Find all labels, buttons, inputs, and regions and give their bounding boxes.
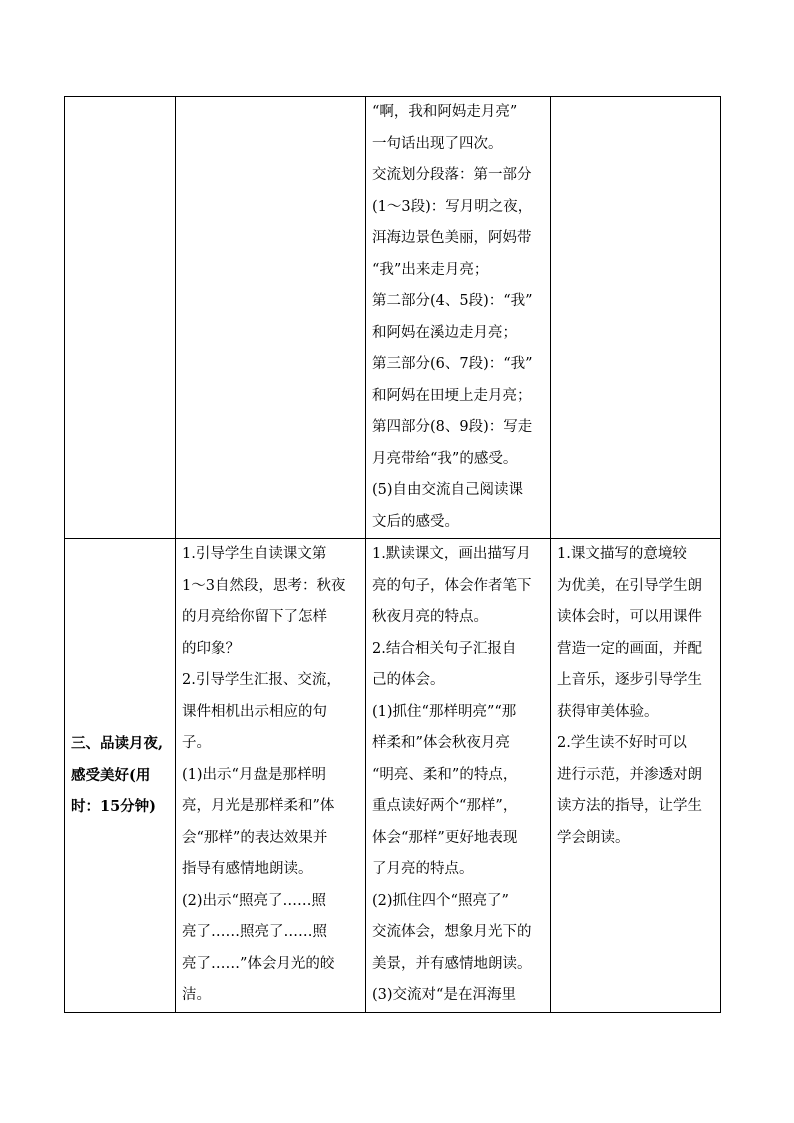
text-line: 的月亮给你留下了怎样	[182, 609, 327, 625]
text-line: 第三部分(6、7段)：“我”	[372, 356, 533, 372]
student-activity-lines	[372, 539, 544, 1012]
text-line: 课件相机出示相应的句	[182, 703, 327, 720]
table-row	[65, 97, 721, 539]
text-line: 营造一定的画面，并配	[557, 640, 702, 657]
text-line: 读体会时，可以用课件	[557, 609, 702, 625]
text-line: (5)自由交流自己阅读课	[372, 482, 524, 498]
text-line: 体会“那样”更好地表现	[372, 829, 518, 846]
text-line: (2)抓住四个“照亮了”	[372, 892, 509, 909]
text-line: 一句话出现了四次。	[372, 135, 503, 152]
text-line: 读方法的指导，让学生	[557, 798, 702, 814]
text-line: 2.引导学生汇报、交流，	[182, 672, 341, 688]
text-line: 美景，并有感情地朗读。	[372, 955, 532, 972]
teacher-activity-cell-empty	[176, 97, 366, 539]
teacher-activity-cell	[176, 539, 366, 1013]
text-line: 月亮带给“我”的感受。	[372, 450, 518, 467]
text-line: 己的体会。	[372, 672, 445, 688]
text-line: 进行示范，并渗透对朗	[557, 766, 702, 783]
text-line: 交流划分段落：第一部分	[372, 167, 532, 183]
student-activity-cell	[366, 539, 551, 1013]
text-line: 为优美，在引导学生朗	[557, 577, 702, 594]
text-line: 样柔和”体会秋夜月亮	[372, 735, 510, 751]
text-line: 和阿妈在溪边走月亮；	[372, 324, 517, 341]
text-line: 学会朗读。	[557, 829, 630, 846]
student-activity-cell	[366, 97, 551, 539]
text-line: 亮了……”体会月光的皎	[182, 955, 335, 972]
text-line: 2.学生读不好时可以	[557, 735, 687, 751]
design-notes-cell	[551, 539, 721, 1013]
lesson-plan-table	[64, 96, 721, 1013]
text-line: 交流体会，想象月光下的	[372, 924, 532, 940]
student-activity-lines	[372, 97, 544, 538]
text-line: 秋夜月亮的特点。	[372, 609, 488, 625]
text-line: “明亮、柔和”的特点，	[372, 766, 518, 783]
text-line: 亮的句子，体会作者笔下	[372, 577, 532, 594]
stage-cell-empty	[65, 97, 176, 539]
text-line: 文后的感受。	[372, 513, 459, 530]
text-line: (1)出示“月盘是那样明	[182, 766, 326, 783]
text-line: 获得审美体验。	[557, 703, 659, 720]
text-line: 的印象？	[182, 640, 240, 657]
teacher-activity-lines	[182, 539, 359, 1012]
text-line: 1.课文描写的意境较	[557, 546, 687, 562]
stage-cell	[65, 539, 176, 1013]
text-line: 了月亮的特点。	[372, 861, 474, 877]
text-line: 1.引导学生自读课文第	[182, 546, 327, 562]
text-line: 会“那样”的表达效果并	[182, 829, 328, 846]
text-line: (1)抓住“那样明亮”“那	[372, 703, 517, 720]
text-line: 1～3自然段，思考：秋夜	[182, 577, 346, 594]
text-line: 亮了……照亮了……照	[182, 924, 327, 940]
text-line: 第二部分(4、5段)：“我”	[372, 293, 533, 309]
text-line: 2.结合相关句子汇报自	[372, 640, 517, 657]
text-line: (1～3段)：写月明之夜，	[372, 198, 533, 215]
text-line: “啊，我和阿妈走月亮”	[372, 104, 518, 120]
text-line: 1.默读课文，画出描写月	[372, 546, 531, 562]
stage-title	[71, 728, 169, 823]
text-line: 时：15分钟)	[71, 798, 157, 815]
design-notes-lines	[557, 539, 714, 854]
text-line: 洁。	[182, 987, 211, 1003]
text-line: 上音乐，逐步引导学生	[557, 672, 702, 688]
text-line: 重点读好两个“那样”，	[372, 798, 518, 814]
text-line: 子。	[182, 735, 211, 751]
text-line: 亮，月光是那样柔和”体	[182, 798, 335, 814]
text-line: (2)出示“照亮了……照	[182, 892, 326, 909]
design-notes-cell-empty	[551, 97, 721, 539]
text-line: “我”出来走月亮；	[372, 261, 489, 278]
text-line: 感受美好(用	[71, 766, 151, 784]
text-line: 第四部分(8、9段)：写走	[372, 419, 533, 435]
table-row	[65, 539, 721, 1013]
text-line: (3)交流对“是在洱海里	[372, 987, 516, 1003]
text-line: 三、品读月夜,	[71, 735, 164, 752]
text-line: 指导有感情地朗读。	[182, 861, 313, 877]
text-line: 和阿妈在田埂上走月亮；	[372, 387, 532, 404]
text-line: 洱海边景色美丽，阿妈带	[372, 230, 532, 246]
